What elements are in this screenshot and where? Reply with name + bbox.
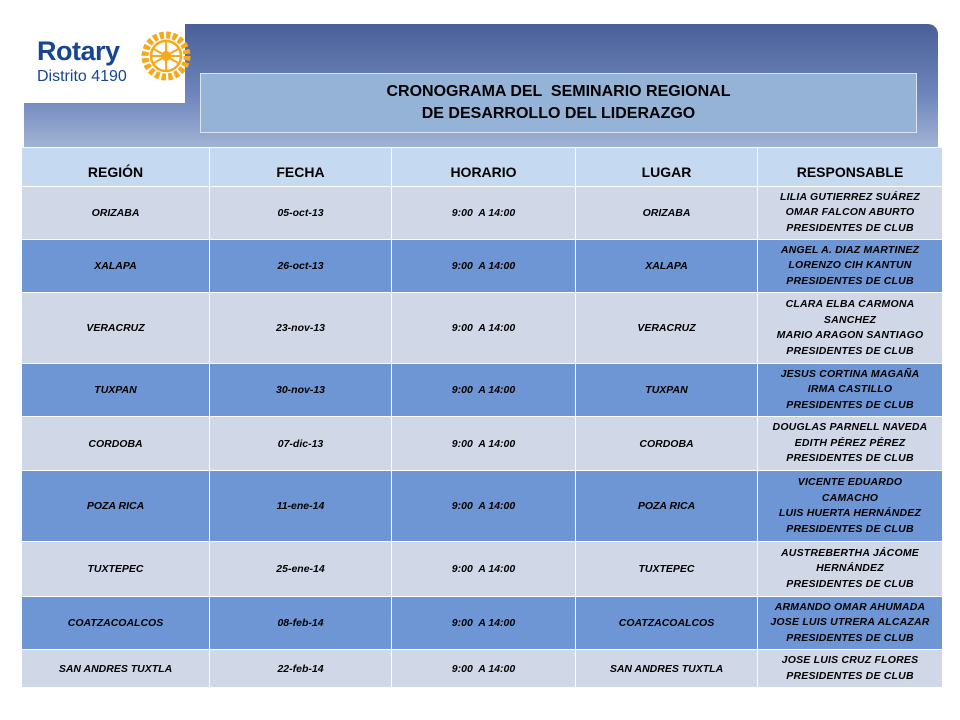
- cell-fecha: 07-dic-13: [210, 417, 392, 471]
- cell-horario: 9:00 A 14:00: [392, 293, 576, 364]
- table-row: [22, 364, 943, 417]
- cell-lugar: COATZACOALCOS: [576, 597, 758, 650]
- responsable-line: JOSE LUIS UTRERA ALCAZAR: [770, 616, 930, 629]
- responsable-line: IRMA CASTILLO: [807, 383, 893, 396]
- cell-lugar: XALAPA: [576, 240, 758, 293]
- cell-lugar: TUXTEPEC: [576, 542, 758, 597]
- cell-responsable: [758, 240, 943, 293]
- cell-horario: 9:00 A 14:00: [392, 364, 576, 417]
- cell-lugar: ORIZABA: [576, 187, 758, 240]
- table-row: [22, 650, 943, 688]
- cell-region: XALAPA: [22, 240, 210, 293]
- cell-fecha: 23-nov-13: [210, 293, 392, 364]
- cell-region: TUXTEPEC: [22, 542, 210, 597]
- responsable-line: LORENZO CIH KANTUN: [788, 259, 912, 272]
- table-row: [22, 187, 943, 240]
- cell-region: CORDOBA: [22, 417, 210, 471]
- table-row: [22, 240, 943, 293]
- presidentes-label: PRESIDENTES DE CLUB: [786, 398, 914, 411]
- header-fecha: FECHA: [210, 148, 392, 187]
- cell-fecha: 22-feb-14: [210, 650, 392, 688]
- cell-horario: 9:00 A 14:00: [392, 471, 576, 542]
- responsable-line: JESUS CORTINA MAGAÑA: [780, 367, 920, 380]
- responsable-line: SANCHEZ: [823, 313, 877, 326]
- header-region: REGIÓN: [22, 148, 210, 187]
- cell-fecha: 30-nov-13: [210, 364, 392, 417]
- rotary-wheel-icon: [140, 30, 192, 82]
- presidentes-label: PRESIDENTES DE CLUB: [786, 631, 914, 644]
- cell-horario: 9:00 A 14:00: [392, 650, 576, 688]
- cell-responsable: [758, 293, 943, 364]
- cell-region: SAN ANDRES TUXTLA: [22, 650, 210, 688]
- cell-lugar: TUXPAN: [576, 364, 758, 417]
- schedule-table: [21, 147, 943, 688]
- responsable-line: DOUGLAS PARNELL NAVEDA: [772, 421, 928, 434]
- cell-responsable: [758, 471, 943, 542]
- table-row: [22, 417, 943, 471]
- cell-lugar: CORDOBA: [576, 417, 758, 471]
- presidentes-label: PRESIDENTES DE CLUB: [786, 522, 914, 535]
- cell-fecha: 25-ene-14: [210, 542, 392, 597]
- responsable-line: JOSE LUIS CRUZ FLORES: [781, 654, 919, 666]
- cell-fecha: 26-oct-13: [210, 240, 392, 293]
- table-row: [22, 597, 943, 650]
- cell-lugar: POZA RICA: [576, 471, 758, 542]
- presidentes-label: PRESIDENTES DE CLUB: [786, 344, 914, 357]
- header-lugar: LUGAR: [576, 148, 758, 187]
- cell-region: VERACRUZ: [22, 293, 210, 364]
- cell-responsable: [758, 650, 943, 688]
- cell-responsable: [758, 187, 943, 240]
- cell-lugar: VERACRUZ: [576, 293, 758, 364]
- cell-horario: 9:00 A 14:00: [392, 240, 576, 293]
- responsable-line: AUSTREBERTHA JÁCOME: [781, 546, 919, 559]
- responsable-line: CLARA ELBA CARMONA: [785, 298, 915, 310]
- table-row: [22, 293, 943, 364]
- cell-region: POZA RICA: [22, 471, 210, 542]
- header-horario: HORARIO: [392, 148, 576, 187]
- cell-region: COATZACOALCOS: [22, 597, 210, 650]
- title-line-2: DE DESARROLLO DEL LIDERAZGO: [421, 105, 696, 122]
- presidentes-label: PRESIDENTES DE CLUB: [786, 452, 914, 465]
- presidentes-label: PRESIDENTES DE CLUB: [786, 669, 914, 682]
- cell-responsable: [758, 364, 943, 417]
- header-responsable: RESPONSABLE: [758, 148, 943, 187]
- responsable-line: CAMACHO: [821, 491, 879, 504]
- cell-horario: 9:00 A 14:00: [392, 417, 576, 471]
- cell-responsable: [758, 417, 943, 471]
- responsable-line: ARMANDO OMAR AHUMADA: [774, 600, 926, 613]
- cell-region: TUXPAN: [22, 364, 210, 417]
- presidentes-label: PRESIDENTES DE CLUB: [786, 577, 914, 590]
- responsable-line: LILIA GUTIERREZ SUÁREZ: [780, 190, 920, 203]
- cell-fecha: 05-oct-13: [210, 187, 392, 240]
- responsable-line: OMAR FALCON ABURTO: [785, 206, 915, 219]
- page-title: [200, 73, 917, 133]
- cell-lugar: SAN ANDRES TUXTLA: [576, 650, 758, 688]
- cell-horario: 9:00 A 14:00: [392, 542, 576, 597]
- responsable-line: VICENTE EDUARDO: [797, 476, 903, 488]
- responsable-line: EDITH PÉREZ PÉREZ: [794, 436, 906, 449]
- table-row: [22, 471, 943, 542]
- rotary-logo: [18, 22, 185, 103]
- logo-district: Distrito 4190: [37, 68, 127, 85]
- cell-horario: 9:00 A 14:00: [392, 597, 576, 650]
- responsable-line: MARIO ARAGON SANTIAGO: [776, 329, 924, 341]
- responsable-line: LUIS HUERTA HERNÁNDEZ: [778, 507, 922, 519]
- cell-responsable: [758, 542, 943, 597]
- cell-responsable: [758, 597, 943, 650]
- responsable-line: HERNÁNDEZ: [816, 562, 884, 575]
- cell-fecha: 11-ene-14: [210, 471, 392, 542]
- cell-fecha: 08-feb-14: [210, 597, 392, 650]
- cell-horario: 9:00 A 14:00: [392, 187, 576, 240]
- responsable-line: ANGEL A. DIAZ MARTINEZ: [780, 243, 920, 256]
- presidentes-label: PRESIDENTES DE CLUB: [786, 274, 914, 287]
- table-header-row: [22, 148, 943, 187]
- title-line-1: CRONOGRAMA DEL SEMINARIO REGIONAL: [386, 83, 731, 100]
- table-row: [22, 542, 943, 597]
- logo-name: Rotary: [37, 36, 120, 66]
- cell-region: ORIZABA: [22, 187, 210, 240]
- presidentes-label: PRESIDENTES DE CLUB: [786, 221, 914, 234]
